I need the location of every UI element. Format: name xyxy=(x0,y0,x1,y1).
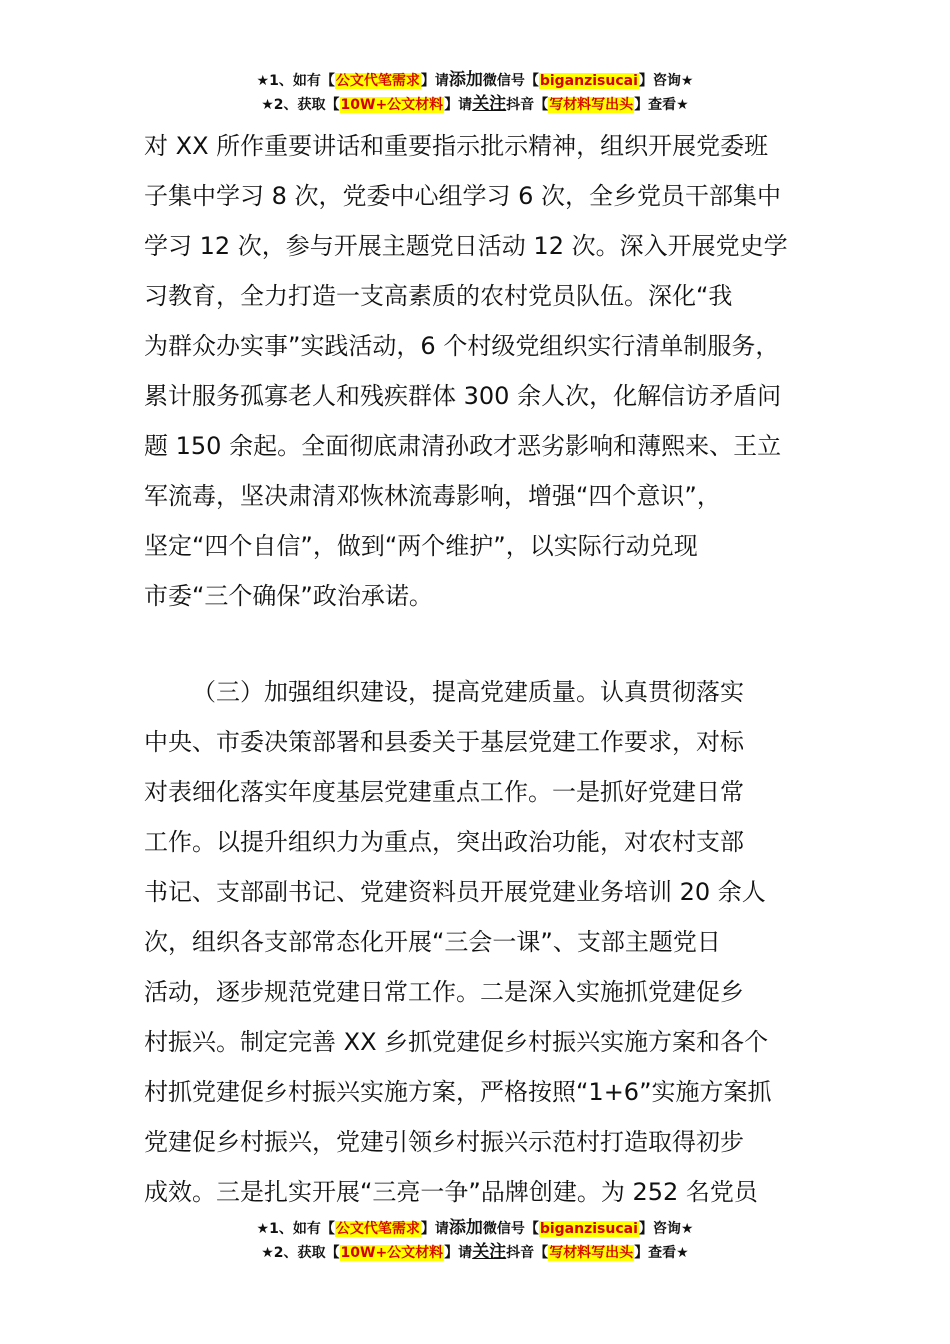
text-line: 村抓党建促乡村振兴实施方案，严格按照“1+6”实施方案抓 xyxy=(144,1078,772,1106)
text-line: 书记、支部副书记、党建资料员开展党建业务培训 20 余人 xyxy=(144,878,766,906)
highlight-ghostwriting: 公文代笔需求 xyxy=(335,73,420,89)
footer-banner xyxy=(0,1216,950,1264)
text-line: 习教育，全力打造一支高素质的农村党员队伍。深化“我 xyxy=(144,282,733,310)
text-line: 党建促乡村振兴，党建引领乡村振兴示范村打造取得初步 xyxy=(144,1128,744,1156)
text-line: 成效。三是扎实开展“三亮一争”品牌创建。为 252 名党员 xyxy=(144,1178,758,1206)
banner-line-1: ★1、如有【公文代笔需求】请添加微信号【biganzisucai】咨询★ xyxy=(256,70,694,90)
text-line: 题 150 余起。全面彻底肃清孙政才恶劣影响和薄熙来、王立 xyxy=(144,432,782,460)
text-line: （三）加强组织建设，提高党建质量。认真贯彻落实 xyxy=(192,678,744,706)
header-banner xyxy=(0,68,950,116)
highlight-wechat-id: biganzisucai xyxy=(539,73,638,89)
highlight-douyin: 写材料写出头 xyxy=(549,1245,634,1261)
paragraph-2 xyxy=(144,667,814,1217)
text-line: 累计服务孤寡老人和残疾群体 300 余人次，化解信访矛盾问 xyxy=(144,382,782,410)
text-line: 军流毒，坚决肃清邓恢林流毒影响，增强“四个意识”， xyxy=(144,482,721,510)
text-line: 市委“三个确保”政治承诺。 xyxy=(144,582,433,610)
text-line: 学习 12 次，参与开展主题党日活动 12 次。深入开展党史学 xyxy=(144,232,788,260)
banner-line-1: ★1、如有【公文代笔需求】请添加微信号【biganzisucai】咨询★ xyxy=(256,1218,694,1238)
text-line: 子集中学习 8 次，党委中心组学习 6 次，全乡党员干部集中 xyxy=(144,182,782,210)
paragraph-1 xyxy=(144,121,814,621)
highlight-wechat-id: biganzisucai xyxy=(539,1221,638,1237)
text-line: 工作。以提升组织力为重点，突出政治功能，对农村支部 xyxy=(144,828,744,856)
text-line: 为群众办实事”实践活动，6 个村级党组织实行清单制服务， xyxy=(144,332,780,360)
text-line: 次，组织各支部常态化开展“三会一课”、支部主题党日 xyxy=(144,928,721,956)
highlight-douyin: 写材料写出头 xyxy=(549,97,634,113)
text-line: 中央、市委决策部署和县委关于基层党建工作要求，对标 xyxy=(144,728,744,756)
banner-line-2: ★2、获取【10W+公文材料】请关注抖音【写材料写出头】查看★ xyxy=(261,1242,689,1262)
text-line: 活动，逐步规范党建日常工作。二是深入实施抓党建促乡 xyxy=(144,978,744,1006)
text-line: 对 XX 所作重要讲话和重要指示批示精神，组织开展党委班 xyxy=(144,132,769,160)
highlight-materials: 10W+公文材料 xyxy=(340,1245,444,1261)
banner-line-2: ★2、获取【10W+公文材料】请关注抖音【写材料写出头】查看★ xyxy=(261,94,689,114)
text-line: 村振兴。制定完善 XX 乡抓党建促乡村振兴实施方案和各个 xyxy=(144,1028,769,1056)
highlight-ghostwriting: 公文代笔需求 xyxy=(335,1221,420,1237)
highlight-materials: 10W+公文材料 xyxy=(340,97,444,113)
text-line: 坚定“四个自信”，做到“两个维护”，以实际行动兑现 xyxy=(144,532,698,560)
text-line: 对表细化落实年度基层党建重点工作。一是抓好党建日常 xyxy=(144,778,744,806)
